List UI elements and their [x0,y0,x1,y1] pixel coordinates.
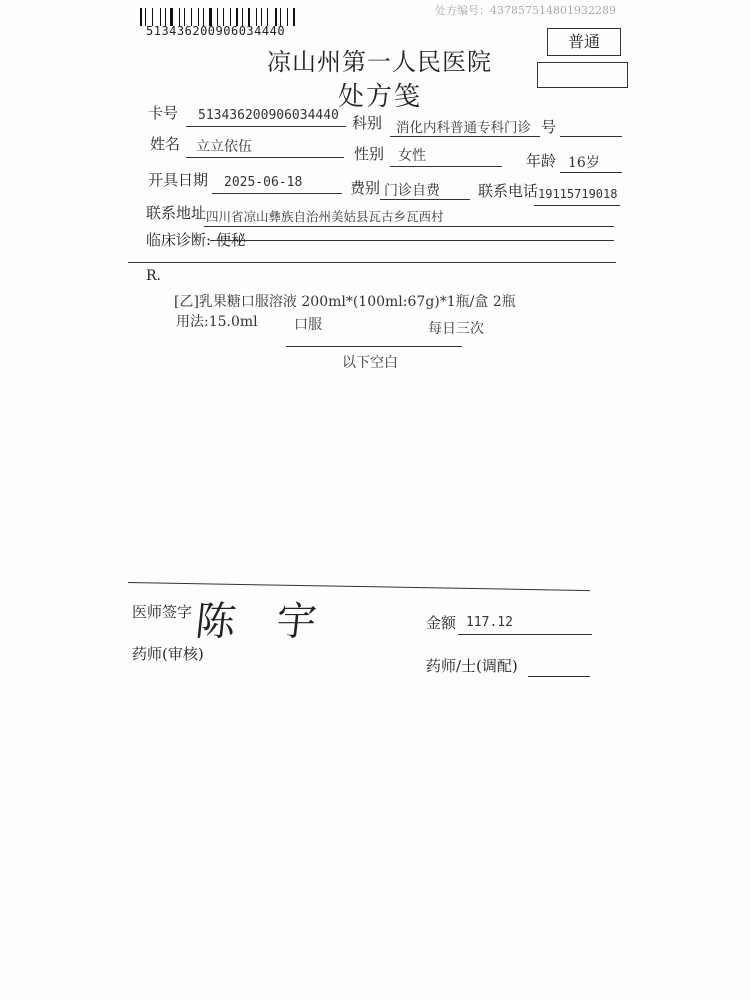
barcode-number: 513436200906034440 [146,24,286,38]
name-label: 姓名 [150,135,181,153]
no-label: 号 [541,118,557,136]
pharmacist-dispense-label: 药师/士(调配) [426,657,518,675]
phone-value: 19115719018 [538,187,618,201]
pharmacist-review-label: 药师(审核) [132,645,204,663]
address-label: 联系地址 [146,204,207,222]
amount-underline [458,634,592,635]
card-label: 卡号 [148,104,179,122]
no-underline [560,136,622,137]
diagnosis-underline [210,240,614,241]
category-badge-text: 普通 [567,32,600,51]
name-underline [186,157,344,158]
age-value: 16岁 [568,155,600,171]
diagnosis-value: 便秘 [216,231,247,249]
fee-underline [380,199,470,200]
name-value: 立立依伍 [196,139,252,155]
dept-label: 科别 [352,114,383,132]
usage-frequency: 每日三次 [428,321,484,337]
usage-dose: 用法:15.0ml [176,314,258,330]
rx-symbol: R. [146,268,161,284]
address-value: 四川省凉山彝族自治州美姑县瓦古乡瓦西村 [206,209,444,224]
fee-value: 门诊自费 [384,183,440,199]
age-label: 年龄 [526,152,557,170]
gender-value: 女性 [398,148,426,164]
amount-label: 金额 [426,614,457,632]
card-value: 513436200906034440 [198,108,339,123]
date-value: 2025-06-18 [224,175,303,190]
blank-box [537,62,628,88]
date-label: 开具日期 [148,171,209,189]
gender-underline [390,166,502,167]
footer-separator [128,582,590,591]
separator-line [128,262,616,263]
doctor-signature: 陈 宇 [193,599,333,645]
doctor-signature-label: 医师签字 [132,603,193,621]
gender-label: 性别 [354,145,385,163]
category-badge [547,28,621,56]
phone-underline [534,205,620,206]
drug-line: [乙]乳果糖口服溶液 200ml*(100ml:67g)*1瓶/盒 2瓶 [174,294,516,310]
date-underline [212,193,342,194]
prescription-number: 处方编号：437857514801932289 [435,4,616,17]
hospital-name: 凉山州第一人民医院 [267,48,492,76]
fee-label: 费别 [350,179,381,197]
dept-underline [390,136,540,137]
dept-value: 消化内科普通专科门诊 [396,120,531,136]
amount-value: 117.12 [466,615,513,630]
phone-label: 联系电话 [478,182,539,200]
address-underline [204,226,614,227]
usage-route: 口服 [294,317,322,333]
age-underline [560,172,622,173]
rx-end-line [286,346,462,347]
document-title: 处方笺 [338,82,423,112]
blank-note: 以下空白 [342,355,398,371]
card-underline [186,126,346,127]
diagnosis-label: 临床诊断: [146,231,212,249]
dispense-underline [528,676,590,677]
